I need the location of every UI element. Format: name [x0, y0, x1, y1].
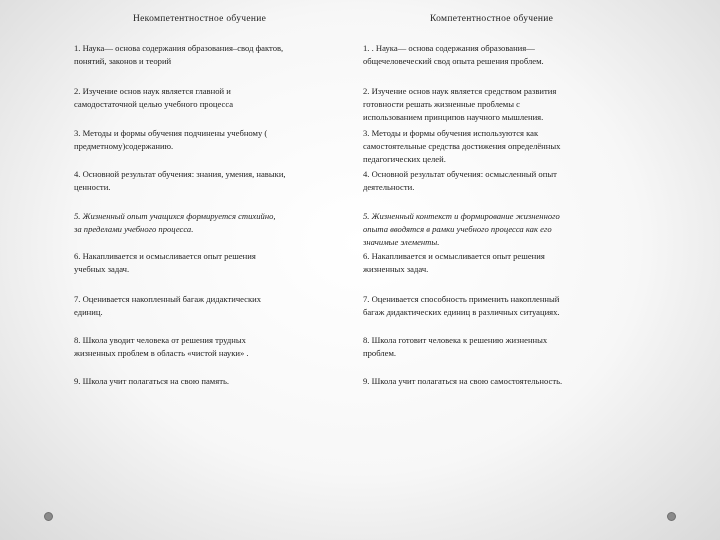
row-5-left: 5. Жизненный опыт учащихся формируется стихийно, за пределами учебного процесса.	[74, 211, 276, 234]
row-4-right: 4. Основной результат обучения: осмысленный опыт деятельности.	[363, 169, 557, 192]
row-1-right: 1. . Наука— основа содержания образования— общечеловеческий свод опыта решения проблем.	[363, 43, 544, 66]
row-7-left: 7. Оценивается накопленный багаж дидактических единиц.	[74, 294, 262, 317]
row-3-right: 3. Методы и формы обучения используются как самостоятельные средства достижения определённых педагогических целей.	[363, 128, 561, 164]
row-9-right: 9. Школа учит полагаться на свою самостоятельность.	[363, 376, 563, 386]
row-6-right: 6. Накапливается и осмысливается опыт решения жизненных задач.	[363, 251, 545, 274]
row-5-right: 5. Жизненный контекст и формирование жизненного опыта вводятся в рамки учебного процесса как его значимые элементы.	[363, 211, 560, 247]
row-2-right: 2. Изучение основ наук является средством развития готовности решать жизненные проблемы с использованием принципов научного мышления.	[363, 86, 557, 122]
decor-dot-right	[667, 512, 676, 521]
decor-dot-left	[44, 512, 53, 521]
header-competency: Компетентностное обучение	[430, 14, 554, 24]
row-8-right: 8. Школа готовит человека к решению жизненных проблем.	[363, 335, 548, 358]
row-9-left: 9. Школа учит полагаться на свою память.	[74, 376, 230, 386]
row-3-left: 3. Методы и формы обучения подчинены учебному ( предметному)содержанию.	[74, 128, 268, 151]
row-7-right: 7. Оценивается способность применить накопленный багаж дидактических единиц в различных ситуациях.	[363, 294, 560, 317]
header-noncompetency: Некомпетентностное обучение	[133, 14, 267, 24]
row-4-left: 4. Основной результат обучения: знания, умения, навыки, ценности.	[74, 169, 286, 192]
row-6-left: 6. Накапливается и осмысливается опыт решения учебных задач.	[74, 251, 256, 274]
row-8-left: 8. Школа уводит человека от решения трудных жизненных проблем в область «чистой науки» .	[74, 335, 249, 358]
row-1-left: 1. Наука— основа содержания образования–свод фактов, понятий, законов и теорий	[74, 43, 284, 66]
row-2-left: 2. Изучение основ наук является главной и самодостаточной целью учебного процесса	[74, 86, 234, 109]
